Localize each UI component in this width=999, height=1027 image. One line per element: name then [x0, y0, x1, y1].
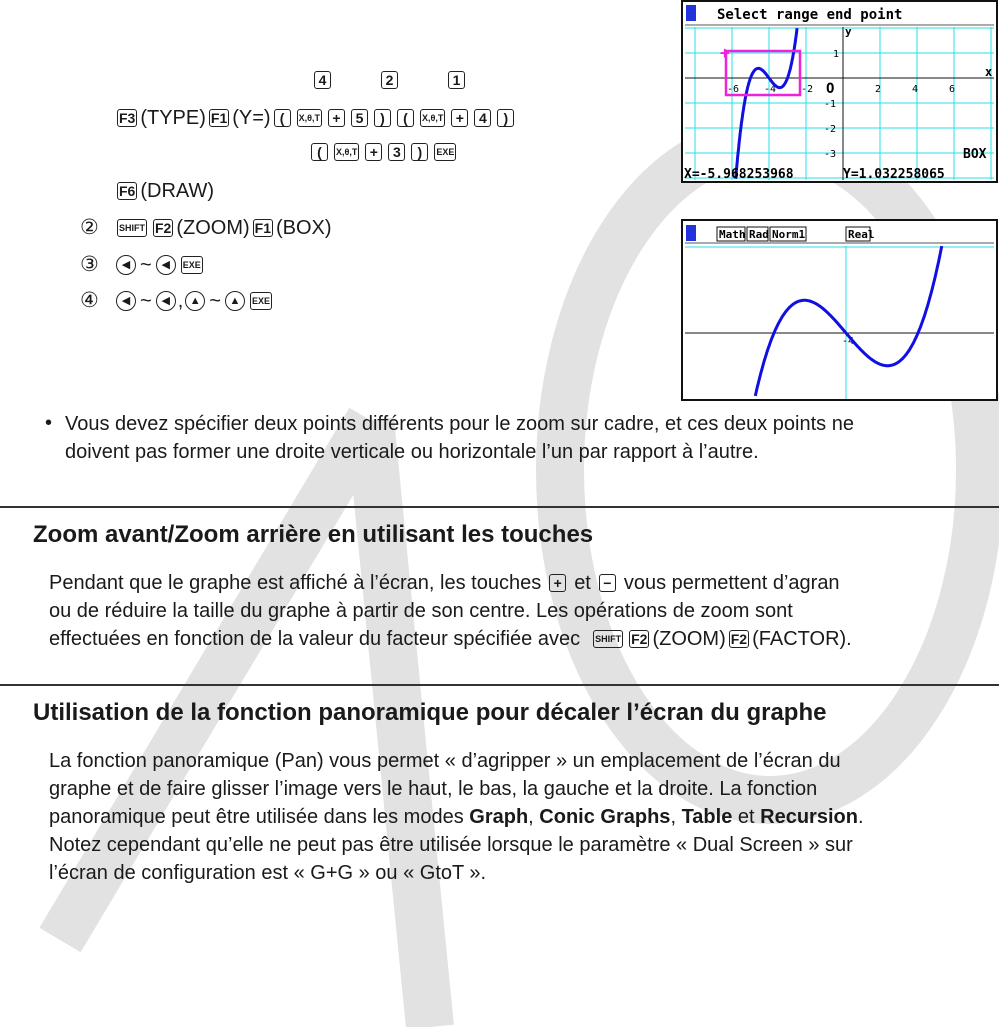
x-axis-label: x — [985, 65, 993, 79]
calculator-screen-box-zoom — [681, 0, 998, 183]
key-5: 5 — [351, 109, 368, 127]
step-number: ② — [80, 216, 99, 239]
section2-heading: Utilisation de la fonction panoramique pour décaler l’écran du graphe — [33, 699, 827, 726]
section-divider — [0, 506, 999, 508]
step-type-line — [114, 106, 517, 130]
key-3: 3 — [388, 143, 405, 161]
screen1-title: Select range end point — [717, 7, 903, 23]
box-label: (BOX) — [276, 217, 332, 239]
text: panoramique peut être utilisée dans les modes — [49, 806, 470, 828]
tilde: ~ — [140, 254, 152, 276]
text: , — [528, 806, 540, 828]
section1-line-3 — [49, 625, 852, 653]
left-arrow-key-icon: ◀ — [156, 255, 176, 275]
y-tick-label: -1 — [824, 99, 837, 110]
key-x-theta-t: X,θ,T — [297, 109, 322, 127]
section2-line-1: La fonction panoramique (Pan) vous permet « d’agripper » un emplacement de l’écran du — [49, 750, 841, 772]
section1-heading: Zoom avant/Zoom arrière en utilisant les touches — [33, 521, 594, 548]
section2-line-3 — [49, 803, 864, 831]
key-close-paren: ) — [411, 143, 428, 161]
bullet-line-2: doivent pas former une droite verticale ou horizontale l’un par rapport à l’autre. — [65, 441, 759, 463]
tilde: ~ — [140, 290, 152, 312]
x-tick-label: -4 — [842, 336, 855, 347]
calculator-screen-zoomed — [681, 219, 998, 401]
text: Pendant que le graphe est affiché à l’écran, les touches — [49, 572, 542, 594]
key-f1: F1 — [210, 110, 228, 126]
key-1: 1 — [448, 71, 465, 89]
comma: , — [177, 290, 184, 312]
screen2-graph — [683, 221, 996, 399]
cursor-cross-icon: + — [720, 43, 730, 62]
status-math: Math — [719, 228, 746, 241]
step-3 — [80, 253, 206, 277]
y-tick-label: -3 — [824, 149, 837, 160]
key-shift: SHIFT — [593, 630, 623, 648]
draw-label: (DRAW) — [140, 180, 215, 202]
key-plus: + — [451, 109, 468, 127]
key-plus: + — [365, 143, 382, 161]
key-f2: F2 — [631, 631, 648, 647]
bullet-line-1: Vous devez spécifier deux points différents pour le zoom sur cadre, et ces deux points ne — [65, 413, 854, 435]
key-open-paren: ( — [274, 109, 291, 127]
y-tick-label: -2 — [824, 124, 837, 135]
x-tick-label: 6 — [949, 84, 956, 95]
step-number: ③ — [80, 253, 99, 276]
y-label: (Y=) — [232, 107, 271, 129]
bullet-marker: • — [45, 412, 53, 434]
text: , — [670, 806, 682, 828]
key-x-theta-t: X,θ,T — [334, 143, 359, 161]
x-tick-label: -2 — [801, 84, 814, 95]
section2-line-2: graphe et de faire glisser l’image vers le haut, le bas, la gauche et la droite. La fonction — [49, 778, 818, 800]
key-f3: F3 — [119, 110, 136, 126]
function-curve — [755, 246, 942, 396]
key-f2: F2 — [730, 631, 748, 647]
key-4: 4 — [474, 109, 491, 127]
zoom-label: (ZOOM) — [176, 217, 250, 239]
origin-label: O — [826, 81, 835, 97]
tilde: ~ — [209, 290, 221, 312]
text: effectuées en fonction de la valeur du facteur spécifiée avec — [49, 628, 581, 650]
key-open-paren: ( — [311, 143, 328, 161]
step-number: ④ — [80, 289, 99, 312]
x-tick-label: 2 — [875, 84, 882, 95]
left-arrow-key-icon: ◀ — [156, 291, 176, 311]
status-real: Real — [848, 228, 875, 241]
x-tick-label: -6 — [727, 84, 740, 95]
key-plus: + — [549, 574, 566, 592]
mode-table: Table — [681, 806, 733, 828]
text: et — [574, 572, 591, 594]
key-f1: F1 — [254, 220, 271, 236]
key-open-paren: ( — [397, 109, 414, 127]
x-tick-label: 4 — [912, 84, 919, 95]
key-exe: EXE — [181, 256, 203, 274]
section1-line-1 — [49, 569, 840, 597]
left-arrow-key-icon: ◀ — [116, 291, 136, 311]
section-divider — [0, 684, 999, 686]
status-norm: Norm1 — [772, 228, 806, 241]
mode-graph: Graph — [469, 806, 529, 828]
battery-icon — [686, 5, 696, 21]
step-draw-line — [114, 179, 214, 203]
text: vous permettent d’agran — [623, 572, 840, 594]
x-readout: X=-5.968253968 — [684, 167, 794, 181]
zoom-label: (ZOOM) — [652, 628, 726, 650]
step-4 — [80, 289, 275, 313]
y-axis-label: y — [845, 25, 852, 38]
step-2 — [80, 216, 332, 240]
section1-line-2: ou de réduire la taille du graphe à partir de son centre. Les opérations de zoom sont — [49, 600, 793, 622]
mode-label: BOX — [963, 147, 987, 162]
y-readout: Y=1.032258065 — [843, 167, 945, 181]
text: . — [857, 806, 864, 828]
y-tick-label: 1 — [833, 49, 840, 60]
section2-line-4: Notez cependant qu’elle ne peut pas être utilisée lorsque le paramètre « Dual Screen » sur — [49, 834, 853, 856]
left-arrow-key-icon: ◀ — [116, 255, 136, 275]
up-arrow-key-icon: ▲ — [225, 291, 245, 311]
text: et — [732, 806, 761, 828]
type-label: (TYPE) — [140, 107, 206, 129]
key-exe: EXE — [434, 143, 456, 161]
screen1-graph — [683, 2, 996, 181]
battery-icon — [686, 225, 696, 241]
key-minus: − — [599, 574, 616, 592]
up-arrow-key-icon: ▲ — [185, 291, 205, 311]
key-4: 4 — [314, 71, 331, 89]
key-plus: + — [328, 109, 345, 127]
step-type-continued — [308, 143, 459, 161]
key-x-theta-t: X,θ,T — [420, 109, 445, 127]
key-close-paren: ) — [374, 109, 391, 127]
key-f2: F2 — [155, 220, 172, 236]
key-shift: SHIFT — [117, 219, 147, 237]
status-rad: Rad — [749, 228, 769, 241]
x-tick-label: -4 — [764, 84, 777, 95]
key-exe: EXE — [250, 292, 272, 310]
key-close-paren: ) — [497, 109, 514, 127]
factor-label: (FACTOR). — [752, 628, 852, 650]
key-f6: F6 — [119, 183, 136, 199]
mode-recursion: Recursion — [760, 806, 858, 828]
top-keys-row — [311, 71, 468, 89]
mode-conic-graphs: Conic Graphs — [539, 806, 671, 828]
section2-line-5: l’écran de configuration est « G+G » ou « GtoT ». — [49, 862, 487, 884]
key-2: 2 — [381, 71, 398, 89]
